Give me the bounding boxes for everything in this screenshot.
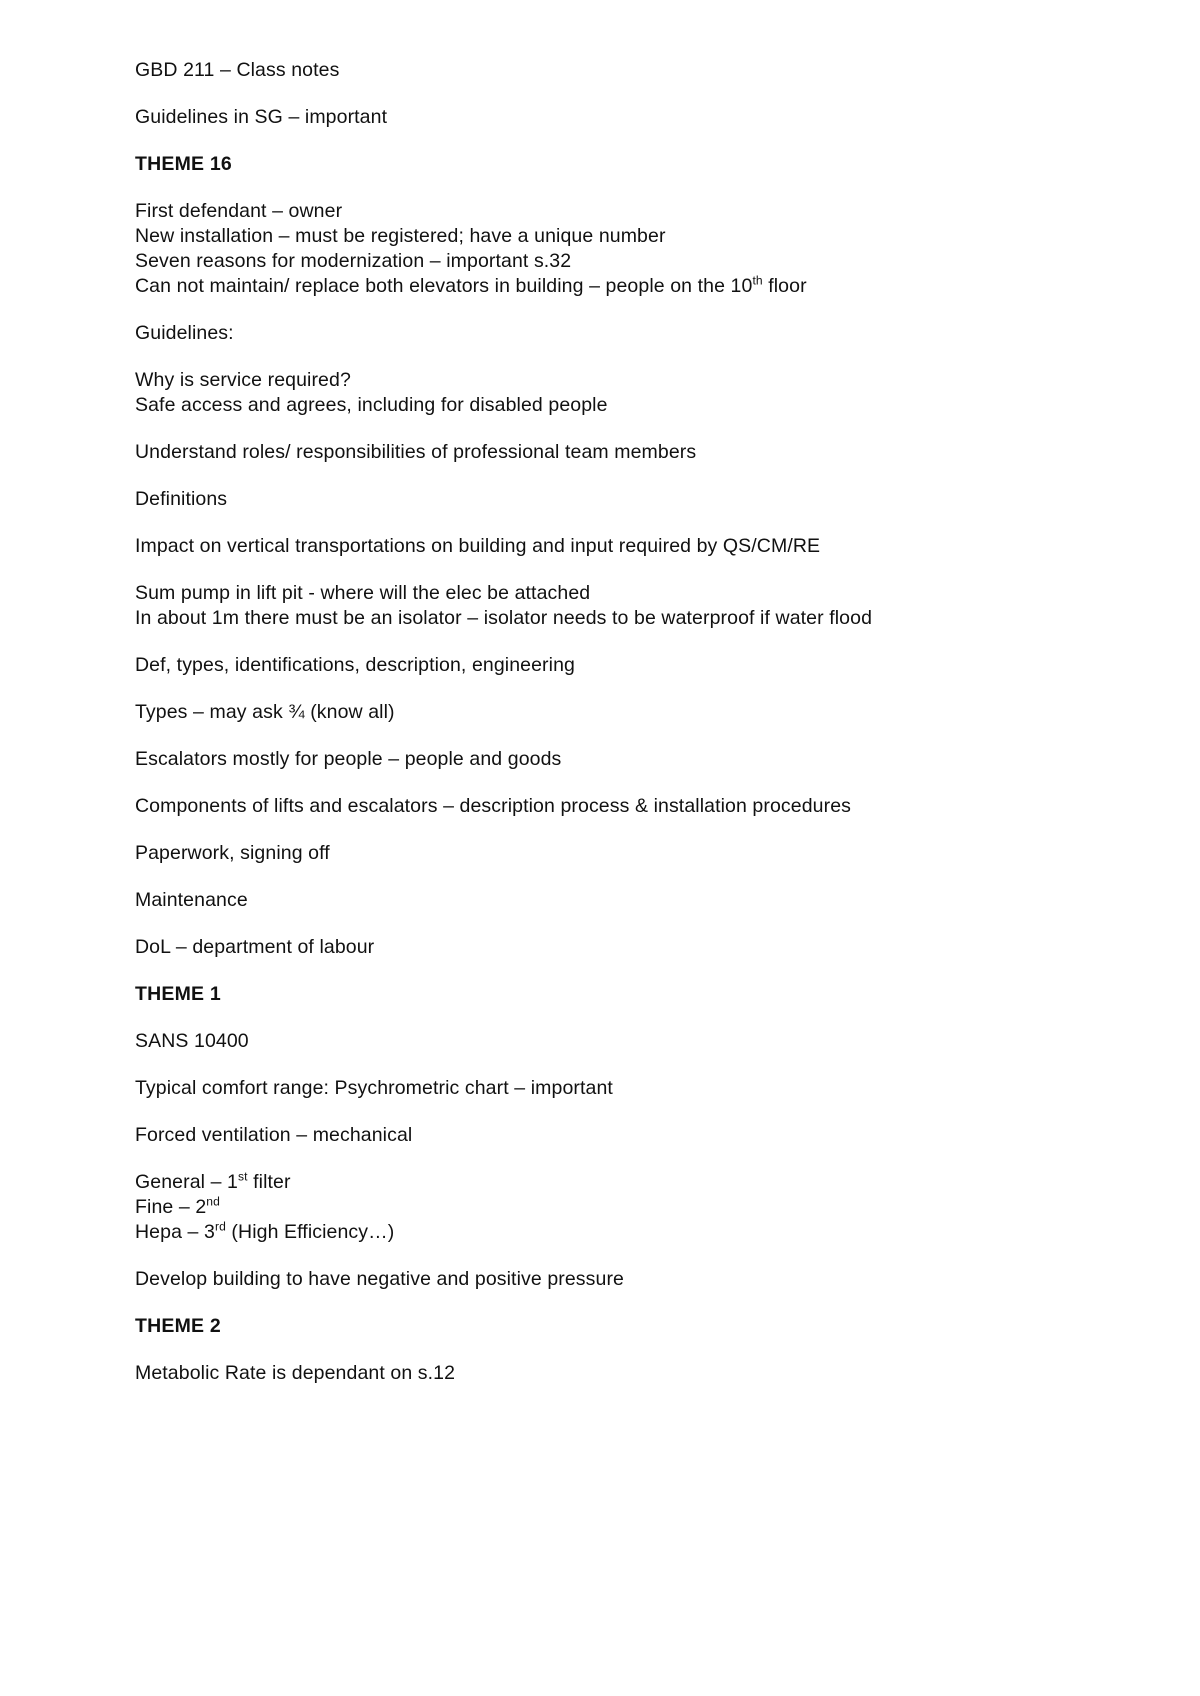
document-paragraph (135, 1361, 1080, 1386)
document-line: Definitions (135, 488, 228, 510)
document-line (135, 1170, 1080, 1195)
superscript-ordinal: st (238, 1169, 248, 1184)
superscript-ordinal: nd (206, 1194, 220, 1209)
document-line: DoL – department of labour (135, 936, 375, 958)
document-line: Typical comfort range: Psychrometric chart – important (135, 1077, 613, 1099)
document-line: Understand roles/ responsibilities of professional team members (135, 441, 697, 463)
section-heading (135, 1314, 1080, 1339)
document-line: Guidelines: (135, 322, 234, 344)
document-line: Why is service required? (135, 369, 351, 391)
document-paragraph (135, 888, 1080, 913)
document-line: Types – may ask ¾ (know all) (135, 701, 395, 723)
section-heading (135, 152, 1080, 177)
document-line: Components of lifts and escalators – description process & installation procedures (135, 795, 851, 817)
document-paragraph (135, 58, 1080, 83)
document-line: Develop building to have negative and positive pressure (135, 1268, 624, 1290)
line-text: filter (247, 1171, 291, 1193)
document-line: THEME 16 (135, 153, 232, 175)
document-paragraph (135, 794, 1080, 819)
document-paragraph (135, 368, 1080, 418)
document-paragraph (135, 935, 1080, 960)
document-paragraph (135, 581, 1080, 631)
document-line: Seven reasons for modernization – important s.32 (135, 250, 572, 272)
document-line: Def, types, identifications, description, engineering (135, 654, 575, 676)
document-paragraph (135, 653, 1080, 678)
document-line: New installation – must be registered; have a unique number (135, 225, 666, 247)
line-text: Fine – 2 (135, 1196, 207, 1218)
document-line (135, 274, 1080, 299)
document-line: Safe access and agrees, including for disabled people (135, 394, 608, 416)
document-line (135, 1195, 1080, 1220)
document-paragraph (135, 1076, 1080, 1101)
document-line (135, 1220, 1080, 1245)
document-line: Guidelines in SG – important (135, 106, 388, 128)
document-paragraph (135, 487, 1080, 512)
document-paragraph (135, 1029, 1080, 1054)
document-line: SANS 10400 (135, 1030, 249, 1052)
document-line: Paperwork, signing off (135, 842, 330, 864)
document-line: In about 1m there must be an isolator – isolator needs to be waterproof if water flood (135, 607, 873, 629)
document-line: Sum pump in lift pit - where will the elec be attached (135, 582, 591, 604)
document-line: Escalators mostly for people – people and goods (135, 748, 562, 770)
line-text: Can not maintain/ replace both elevators in building – people on the 10 (135, 275, 753, 297)
document-paragraph (135, 440, 1080, 465)
document-line: Impact on vertical transportations on building and input required by QS/CM/RE (135, 535, 821, 557)
document-line: Forced ventilation – mechanical (135, 1124, 413, 1146)
document-paragraph (135, 1267, 1080, 1292)
document-paragraph (135, 1123, 1080, 1148)
document-body (135, 58, 1080, 1386)
document-paragraph (135, 700, 1080, 725)
document-paragraph (135, 747, 1080, 772)
document-paragraph (135, 841, 1080, 866)
superscript-ordinal: th (752, 273, 763, 288)
section-heading (135, 982, 1080, 1007)
document-paragraph (135, 321, 1080, 346)
document-line: THEME 2 (135, 1315, 221, 1337)
document-line: Maintenance (135, 889, 248, 911)
line-text: floor (762, 275, 807, 297)
document-line: THEME 1 (135, 983, 221, 1005)
document-paragraph (135, 534, 1080, 559)
document-paragraph (135, 199, 1080, 299)
document-line: GBD 211 – Class notes (135, 59, 340, 81)
document-paragraph (135, 105, 1080, 130)
line-text: General – 1 (135, 1171, 238, 1193)
document-line: Metabolic Rate is dependant on s.12 (135, 1362, 456, 1384)
document-paragraph (135, 1170, 1080, 1245)
superscript-ordinal: rd (214, 1219, 226, 1234)
line-text: (High Efficiency…) (225, 1221, 395, 1243)
line-text: Hepa – 3 (135, 1221, 215, 1243)
document-line: First defendant – owner (135, 200, 343, 222)
